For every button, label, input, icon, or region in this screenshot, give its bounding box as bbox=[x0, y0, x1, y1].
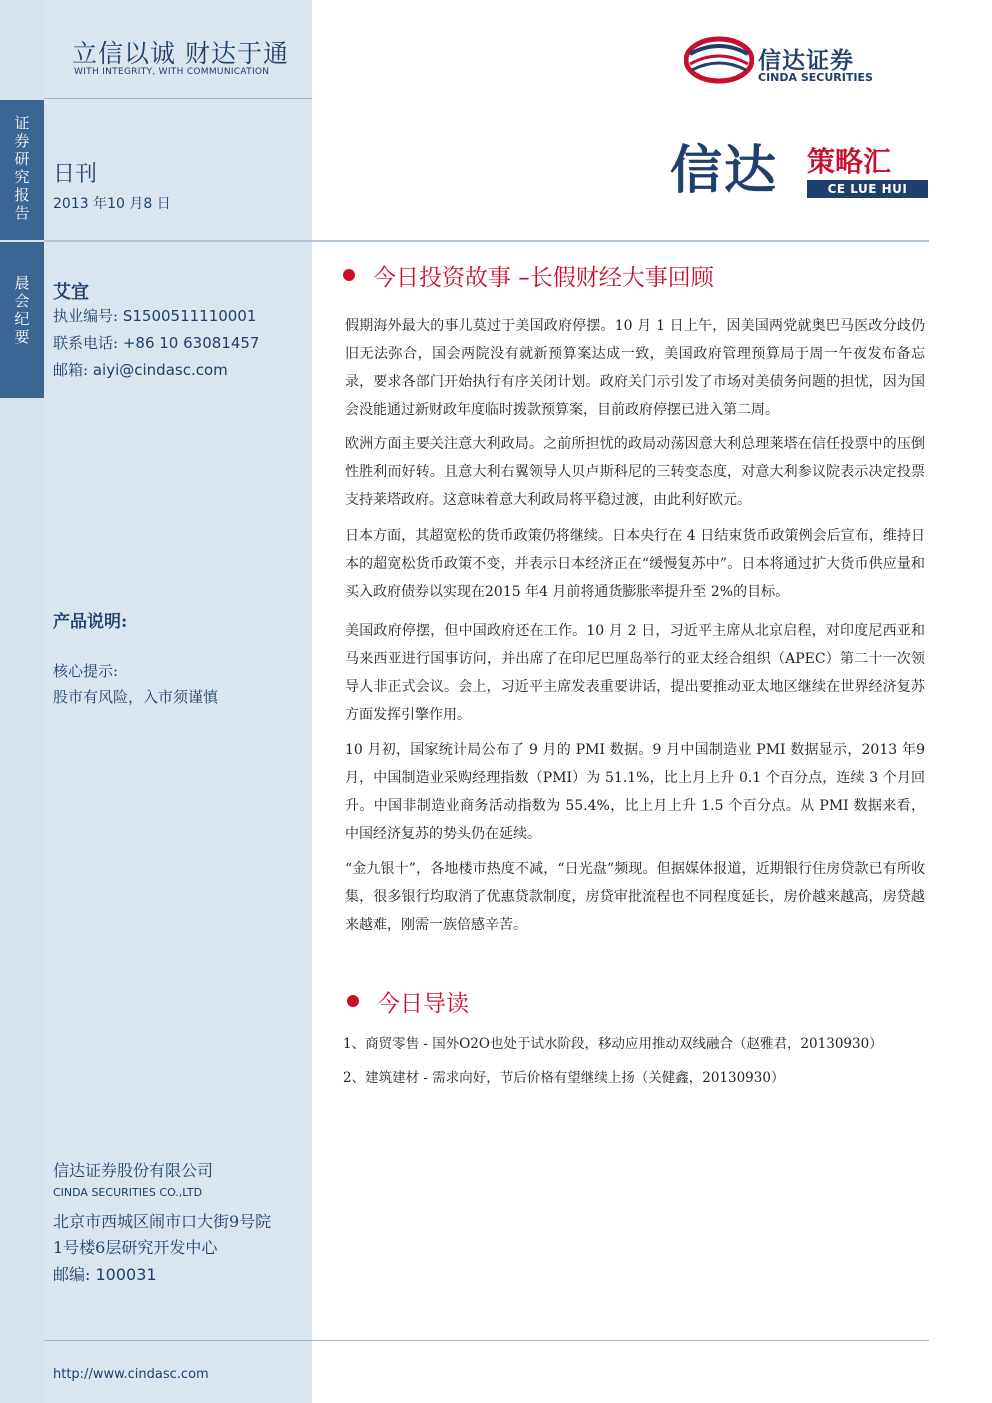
analyst-license bbox=[53, 305, 256, 326]
address-line: 北京市西城区闹市口大街9号院 bbox=[53, 1212, 272, 1231]
divider bbox=[44, 98, 312, 99]
address-line: 1号楼6层研究开发中心 bbox=[53, 1238, 218, 1257]
bullet-icon bbox=[347, 995, 359, 1007]
divider bbox=[44, 240, 312, 242]
phone-label: 联系电话: bbox=[53, 334, 119, 352]
story-paragraph: “金九银十”，各地楼市热度不减，“日光盘”频现。但据媒体报道，近期银行住房贷款已有所收集，很多银行均取消了优惠贷款制度，房贷审批流程也不同程度延长，房价越来越高，房贷越来越难，刚需一族倍感辛苦。 bbox=[345, 861, 925, 933]
company-name-en: CINDA SECURITIES CO.,LTD bbox=[53, 1186, 203, 1199]
license-label: 执业编号: bbox=[53, 307, 119, 325]
tab-char: 纪 bbox=[14, 310, 30, 328]
footer-divider bbox=[44, 1340, 929, 1341]
logo-text: 信达证券 bbox=[758, 48, 854, 74]
postcode bbox=[53, 1262, 157, 1285]
story-paragraph: 日本方面，其超宽松的货币政策仍将继续。日本央行在 4 日结束货币政策例会后宣布，维持日本的超宽松货币政策不变，并表示日本经济正在“缓慢复苏中”。日本将通过扩大货币供应量和买入政府债券以实现在2015 年4 月前将通货膨胀率提升至 2%的目标。 bbox=[345, 528, 925, 600]
brand-subtitle: 策略汇 bbox=[807, 145, 892, 178]
tab-research-report bbox=[0, 100, 44, 240]
tab-morning-meeting bbox=[0, 242, 44, 398]
cinda-logo-icon bbox=[684, 36, 754, 84]
email-label: 邮箱: bbox=[53, 361, 89, 379]
report-date: 2013 年10 月8 日 bbox=[53, 196, 171, 212]
story-paragraph: 10 月初，国家统计局公布了 9 月的 PMI 数据。9 月中国制造业 PMI 数据显示，2013 年9 月，中国制造业采购经理指数（PMI）为 51.1%，比上月上升 0.1 个百分点，连续 3 个月回升。中国非制造业商务活动指数为 55.4%，比上月上升 1.5 个百分点。从 PMI 数据来看，中国经济复苏的势头仍在延续。 bbox=[345, 742, 925, 842]
tab-char: 会 bbox=[14, 292, 30, 310]
slogan: 立信以诚 财达于通 bbox=[72, 39, 289, 68]
reading-item[interactable]: 1、商贸零售 - 国外O2O也处于试水阶段，移动应用推动双线融合（赵雅君，20130930） bbox=[343, 1036, 883, 1052]
tab-char: 告 bbox=[14, 204, 30, 222]
company-name: 信达证券股份有限公司 bbox=[53, 1161, 214, 1180]
website-link[interactable]: http://www.cindasc.com bbox=[53, 1367, 209, 1382]
brand-en: CE LUE HUI bbox=[807, 180, 928, 198]
divider bbox=[312, 240, 929, 242]
tab-char: 报 bbox=[14, 186, 30, 204]
email-value[interactable]: aiyi@cindasc.com bbox=[92, 361, 228, 379]
story-title: 今日投资故事 –长假财经大事回顾 bbox=[373, 265, 714, 291]
story-paragraph: 欧洲方面主要关注意大利政局。之前所担忧的政局动荡因意大利总理莱塔在信任投票中的压倒性胜利而好转。且意大利右翼领导人贝卢斯科尼的三转变态度，对意大利参议院表示决定投票支持莱塔政府。这意味着意大利政局将平稳过渡，由此利好欧元。 bbox=[345, 436, 925, 508]
analyst-phone bbox=[53, 332, 259, 353]
tab-char: 要 bbox=[14, 328, 30, 346]
tab-char: 证 bbox=[14, 114, 30, 132]
product-line: 股市有风险，入市须谨慎 bbox=[53, 688, 219, 706]
tab-char: 究 bbox=[14, 168, 30, 186]
story-paragraph: 假期海外最大的事儿莫过于美国政府停摆。10 月 1 日上午，因美国两党就奥巴马医改分歧仍旧无法弥合，国会两院没有就新预算案达成一致，美国政府管理预算局于周一午夜发布备忘录，要求各部门开始执行有序关闭计划。政府关门示引发了市场对美债务问题的担忧，因为国会没能通过新财政年度临时拨款预算案，目前政府停摆已进入第二周。 bbox=[345, 318, 925, 418]
report-type: 日刊 bbox=[53, 162, 98, 187]
phone-value: +86 10 63081457 bbox=[122, 334, 260, 352]
tab-char: 晨 bbox=[14, 274, 30, 292]
license-value: S1500511110001 bbox=[122, 307, 257, 325]
tab-char: 研 bbox=[14, 150, 30, 168]
analyst-name: 艾宜 bbox=[53, 282, 89, 303]
reading-title: 今日导读 bbox=[377, 991, 469, 1017]
analyst-email bbox=[53, 359, 228, 380]
slogan-en: WITH INTEGRITY, WITH COMMUNICATION bbox=[74, 67, 270, 77]
reading-item[interactable]: 2、建筑建材 - 需求向好，节后价格有望继续上扬（关健鑫，20130930） bbox=[343, 1070, 785, 1086]
logo-text-en: CINDA SECURITIES bbox=[758, 71, 873, 84]
product-line: 核心提示: bbox=[53, 662, 119, 680]
bullet-icon bbox=[343, 269, 355, 281]
brand-title: 信达 bbox=[670, 141, 779, 201]
postcode-label: 邮编: bbox=[53, 1265, 91, 1284]
tab-char: 券 bbox=[14, 132, 30, 150]
postcode-value: 100031 bbox=[95, 1265, 157, 1284]
story-paragraph: 美国政府停摆，但中国政府还在工作。10 月 2 日，习近平主席从北京启程，对印度尼西亚和马来西亚进行国事访问，并出席了在印尼巴厘岛举行的亚太经合组织（APEC）第二十一次领导人非正式会议。会上，习近平主席发表重要讲话，提出要推动亚太地区继续在世界经济复苏方面发挥引擎作用。 bbox=[345, 623, 925, 723]
side-strip bbox=[0, 0, 44, 1403]
product-title: 产品说明: bbox=[53, 612, 128, 632]
